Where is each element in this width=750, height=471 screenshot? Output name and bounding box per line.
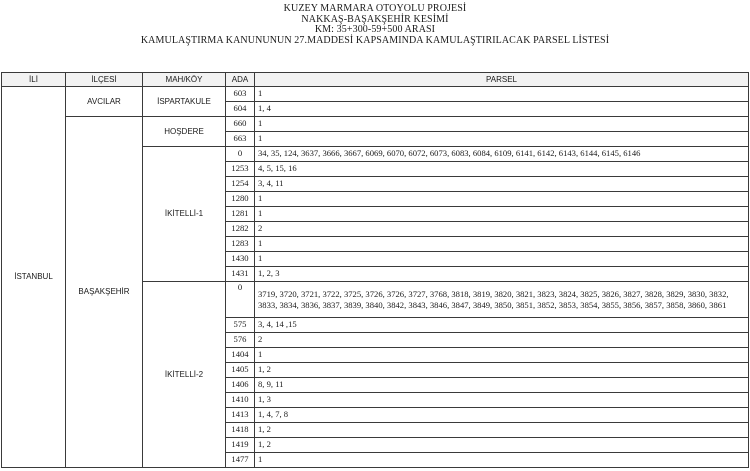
parsel-cell: 1: [255, 207, 749, 222]
parsel-cell: 1: [255, 252, 749, 267]
parsel-cell: 1: [255, 237, 749, 252]
parsel-cell: 34, 35, 124, 3637, 3666, 3667, 6069, 6070, 6072, 6073, 6083, 6084, 6109, 6141, 6142, 6143, 6144, 6145, 6146: [255, 147, 749, 162]
ada-cell: 1280: [226, 192, 255, 207]
ada-cell: 663: [226, 132, 255, 147]
mah-ispartakule-cell: İSPARTAKULE: [143, 87, 226, 117]
list-title: KAMULAŞTIRMA KANUNUNUN 27.MADDESİ KAPSAMINDA KAMULAŞTIRILACAK PARSEL LİSTESİ: [140, 34, 610, 46]
ada-cell: 1406: [226, 378, 255, 393]
table-header-row: [2, 73, 749, 87]
parsel-cell: 2: [255, 333, 749, 348]
parsel-cell: 1, 3: [255, 393, 749, 408]
ada-cell: 1430: [226, 252, 255, 267]
ada-cell: 0: [226, 282, 255, 318]
ada-cell: 604: [226, 102, 255, 117]
ilce-basaksehir-cell: BAŞAKŞEHİR: [66, 117, 143, 468]
ada-cell: 1431: [226, 267, 255, 282]
ada-cell: 1477: [226, 453, 255, 468]
ada-cell: 1283: [226, 237, 255, 252]
parsel-cell: 3, 4, 11: [255, 177, 749, 192]
mah-ikitelli-1-cell: İKİTELLİ-1: [143, 147, 226, 282]
parsel-cell: 4, 5, 15, 16: [255, 162, 749, 177]
parsel-cell: 3, 4, 14 ,15: [255, 318, 749, 333]
project-title: KUZEY MARMARA OTOYOLU PROJESİ: [283, 3, 467, 14]
parsel-cell: 1, 4, 7, 8: [255, 408, 749, 423]
parsel-cell: 1: [255, 192, 749, 207]
ada-cell: 1253: [226, 162, 255, 177]
ada-cell: 1419: [226, 438, 255, 453]
mah-hosdere-cell: HOŞDERE: [143, 117, 226, 147]
parsel-cell: 1: [255, 348, 749, 363]
ada-cell: 575: [226, 318, 255, 333]
document-header: [0, 4, 750, 46]
column-header-ada: ADA: [226, 73, 255, 87]
km-range: KM: 35+300-59+500 ARASI: [314, 24, 436, 36]
column-header-ilce: İLÇESİ: [66, 73, 143, 87]
il-cell: İSTANBUL: [2, 87, 66, 468]
parsel-cell: 1: [255, 87, 749, 102]
table-row: [2, 87, 749, 102]
table-row: [2, 117, 749, 132]
ada-cell: 1418: [226, 423, 255, 438]
parsel-cell: 1, 2, 3: [255, 267, 749, 282]
mah-ikitelli-2-cell: İKİTELLİ-2: [143, 282, 226, 468]
parsel-cell: 1: [255, 453, 749, 468]
column-header-il: İLİ: [2, 73, 66, 87]
column-header-mah: MAH/KÖY: [143, 73, 226, 87]
ada-cell: 576: [226, 333, 255, 348]
ada-cell: 1281: [226, 207, 255, 222]
ada-cell: 1410: [226, 393, 255, 408]
parsel-cell: 1: [255, 117, 749, 132]
parsel-cell: 1, 4: [255, 102, 749, 117]
parsel-cell: 3719, 3720, 3721, 3722, 3725, 3726, 3726, 3727, 3768, 3818, 3819, 3820, 3821, 3823, 3824, 3825, 3826, 3827, 3828, 3829, 3830, 3832, 3833, 3834, 3836, 3837, 3839, 3840, 3842, 3843, 3846, 3847, 3849, 3850, 3851, 3852, 3853, 3854, 3855, 3856, 3857, 3858, 3860, 3861: [255, 282, 749, 318]
ada-cell: 603: [226, 87, 255, 102]
section-title: NAKKAŞ-BAŞAKŞEHİR KESİMİ: [301, 13, 449, 25]
ada-cell: 1254: [226, 177, 255, 192]
ada-cell: 1413: [226, 408, 255, 423]
ada-cell: 1404: [226, 348, 255, 363]
ilce-avcilar-cell: AVCILAR: [66, 87, 143, 117]
parsel-cell: 8, 9, 11: [255, 378, 749, 393]
parsel-cell: 1, 2: [255, 363, 749, 378]
parsel-cell: 1: [255, 132, 749, 147]
column-header-parsel: PARSEL: [255, 73, 749, 87]
parsel-cell: 1, 2: [255, 438, 749, 453]
ada-cell: 0: [226, 147, 255, 162]
ada-cell: 660: [226, 117, 255, 132]
parsel-cell: 2: [255, 222, 749, 237]
parsel-cell: 1, 2: [255, 423, 749, 438]
ada-cell: 1282: [226, 222, 255, 237]
parcel-table: [1, 72, 749, 468]
ada-cell: 1405: [226, 363, 255, 378]
